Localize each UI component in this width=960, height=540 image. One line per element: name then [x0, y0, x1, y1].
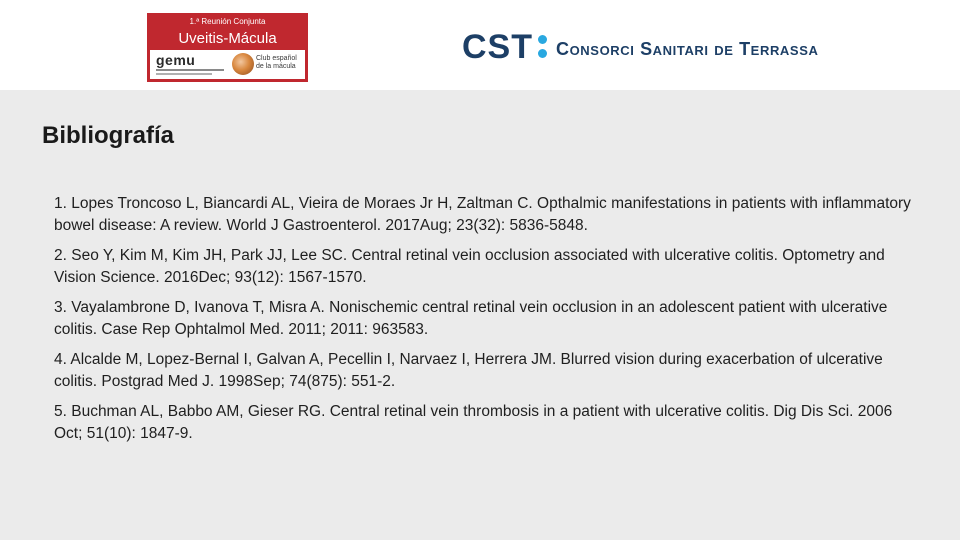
reference-item: 2. Seo Y, Kim M, Kim JH, Park JJ, Lee SC. Central retinal vein occlusion associated with ulcerative colitis. Optometry and Vision Science. 2016Dec; 93(12): 1567-1570.: [54, 247, 885, 286]
event-logo-title: Uveitis-Mácula: [178, 30, 277, 47]
event-logo: [147, 13, 308, 82]
event-logo-top-line: 1.ª Reunión Conjunta: [189, 17, 266, 26]
reference-item: 5. Buchman AL, Babbo AM, Gieser RG. Central retinal vein thrombosis in a patient with ulcerative colitis. Dig Dis Sci. 2006 Oct; 51(10): 1847-9.: [54, 403, 893, 442]
gemu-logo-fine-print-2: [156, 73, 212, 75]
slide-header: [0, 0, 960, 90]
reference-list: [54, 193, 914, 453]
club-macula-logo: [230, 52, 302, 77]
gemu-logo: [153, 52, 225, 77]
reference-item: 4. Alcalde M, Lopez-Bernal I, Galvan A, Pecellin I, Narvaez I, Herrera JM. Blurred vision during exacerbation of ulcerative colitis. Postgrad Med J. 1998Sep; 74(875): 551-2.: [54, 351, 883, 390]
cst-logo-dot-bottom: [538, 49, 547, 58]
club-macula-logo-text: [256, 55, 302, 71]
reference-item: 3. Vayalambrone D, Ivanova T, Misra A. Nonischemic central retinal vein occlusion in an adolescent patient with ulcerative colitis. Case Rep Ophtalmol Med. 2011; 2011: 963583.: [54, 299, 888, 338]
event-logo-partners: [150, 50, 305, 79]
cst-logo: [462, 28, 932, 68]
gemu-logo-fine-print: [156, 69, 224, 71]
cst-logo-name: Consorci Sanitari de Terrassa: [556, 39, 819, 59]
cst-logo-mark: CST: [462, 28, 533, 66]
club-macula-line-2: de la mácula: [256, 63, 296, 70]
reference-item: 1. Lopes Troncoso L, Biancardi AL, Vieira de Moraes Jr H, Zaltman C. Opthalmic manifestations in patients with inflammatory bowel disease: A review. World J Gastroenterol. 2017Aug; 23(32): 5836-5848.: [54, 195, 911, 234]
club-macula-line-1: Club español: [256, 55, 297, 62]
gemu-logo-text: gemu: [156, 52, 196, 68]
page-title: Bibliografía: [42, 122, 175, 149]
cst-logo-dot-top: [538, 35, 547, 44]
eye-icon: [232, 53, 254, 75]
